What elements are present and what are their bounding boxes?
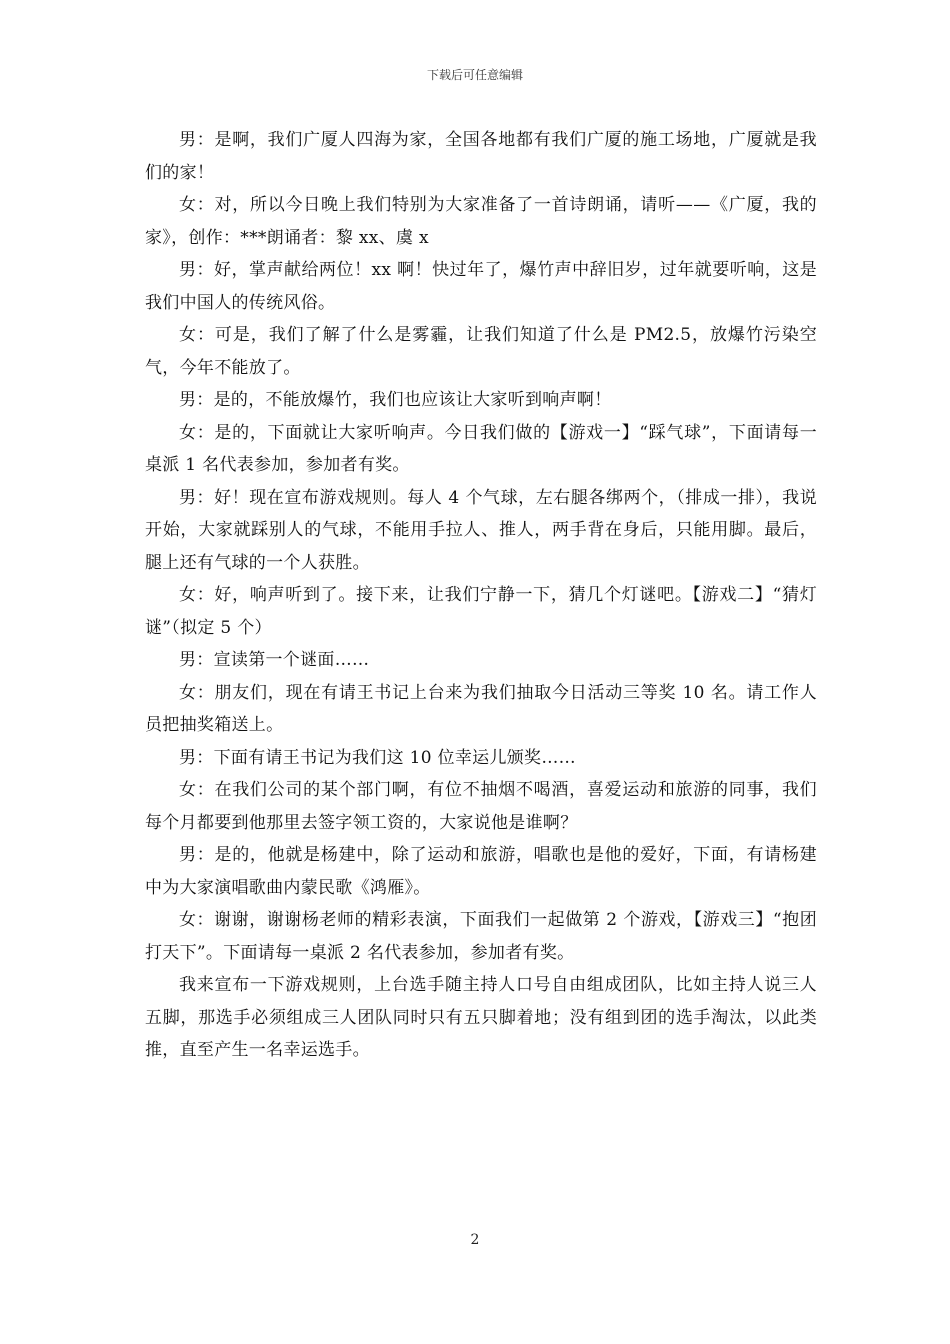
paragraph: 女：是的，下面就让大家听响声。今日我们做的【游戏一】“踩气球”，下面请每一桌派 1 名代表参加，参加者有奖。 (145, 422, 817, 475)
paragraph: 女：朋友们，现在有请王书记上台来为我们抽取今日活动三等奖 10 名。请工作人员把抽奖箱送上。 (145, 682, 817, 735)
paragraph: 我来宣布一下游戏规则，上台选手随主持人口号自由组成团队，比如主持人说三人五脚，那选手必须组成三人团队同时只有五只脚着地；没有组到团的选手淘汰，以此类推，直至产生一名幸运选手。 (145, 975, 817, 1060)
paragraph: 男：宣读第一个谜面…… (179, 650, 370, 670)
paragraph: 女：好，响声听到了。接下来，让我们宁静一下，猜几个灯谜吧。【游戏二】“猜灯谜”（拟定 5 个） (145, 585, 817, 638)
paragraph: 女：谢谢，谢谢杨老师的精彩表演，下面我们一起做第 2 个游戏，【游戏三】“抱团打天下”。下面请每一桌派 2 名代表参加，参加者有奖。 (145, 910, 817, 963)
paragraph: 女：对，所以今日晚上我们特别为大家准备了一首诗朗诵，请听——《广厦，我的家》，创作：***朗诵者：黎 xx、虞 x (145, 195, 817, 248)
page-header: 下载后可任意编辑 (426, 68, 523, 82)
page-number: 2 (470, 1232, 480, 1248)
paragraph: 男：好，掌声献给两位！xx 啊！快过年了，爆竹声中辞旧岁，过年就要听响，这是我们中国人的传统风俗。 (145, 260, 817, 313)
paragraph: 男：下面有请王书记为我们这 10 位幸运儿颁奖…… (179, 747, 576, 768)
paragraph: 女：可是，我们了解了什么是雾霾，让我们知道了什么是 PM2.5，放爆竹污染空气，今年不能放了。 (145, 325, 817, 378)
paragraph: 男：好！现在宣布游戏规则。每人 4 个气球，左右腿各绑两个，（排成一排），我说开始，大家就踩别人的气球，不能用手拉人、推人，两手背在身后，只能用脚。最后，腿上还有气球的一个人获胜。 (145, 487, 817, 573)
document-body (145, 124, 817, 1067)
paragraph: 女：在我们公司的某个部门啊，有位不抽烟不喝酒，喜爱运动和旅游的同事，我们每个月都要到他那里去签字领工资的，大家说他是谁啊？ (145, 780, 817, 833)
paragraph: 男：是啊，我们广厦人四海为家，全国各地都有我们广厦的施工场地，广厦就是我们的家！ (145, 130, 817, 183)
paragraph: 男：是的，他就是杨建中，除了运动和旅游，唱歌也是他的爱好，下面，有请杨建中为大家演唱歌曲内蒙民歌《鸿雁》。 (145, 845, 817, 898)
paragraph: 男：是的，不能放爆竹，我们也应该让大家听到响声啊！ (179, 390, 612, 410)
